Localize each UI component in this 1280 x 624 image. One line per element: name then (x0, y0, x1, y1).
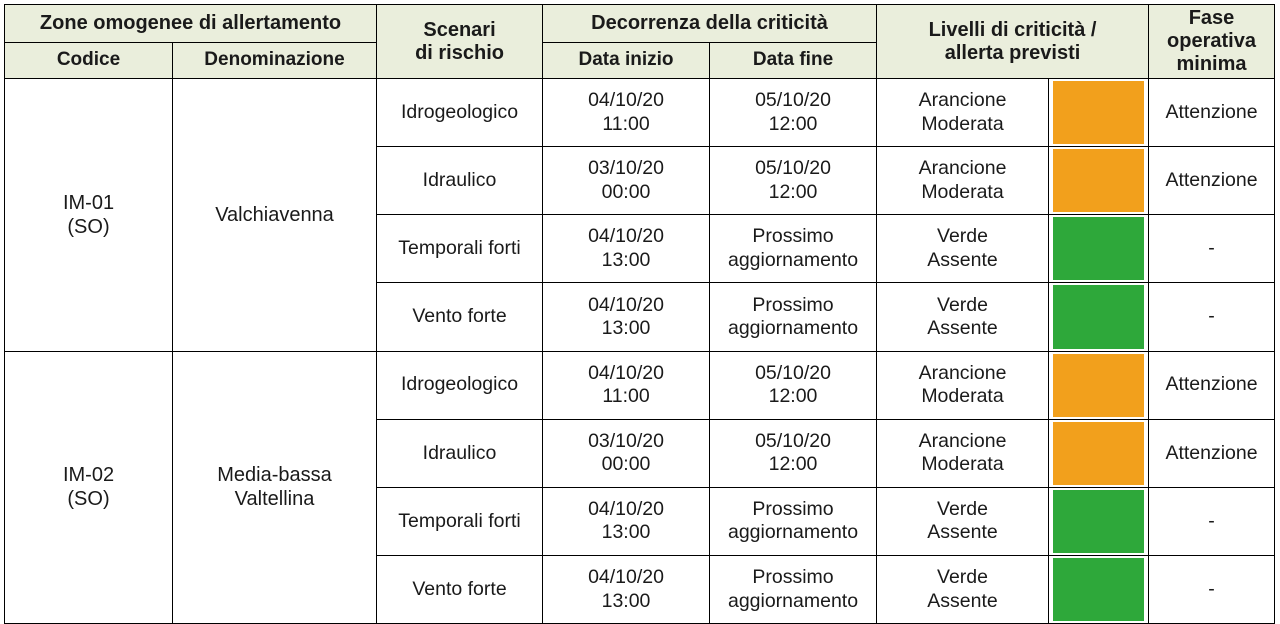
scenario-cell: Vento forte (377, 555, 543, 623)
livello-line2: Assente (927, 589, 998, 612)
header-livelli-line1: Livelli di criticità / (928, 18, 1097, 41)
data-fine-cell (710, 351, 877, 419)
header-scenari-line1: Scenari (423, 18, 496, 41)
fase-cell: - (1149, 283, 1275, 351)
data-fine-date: Prossimo (752, 225, 834, 248)
data-inizio-date: 04/10/20 (588, 293, 664, 316)
data-inizio-time: 00:00 (601, 180, 651, 203)
header-fase-line2: operativa (1167, 30, 1256, 52)
header-fase-line1: Fase (1188, 7, 1235, 29)
color-swatch (1053, 149, 1144, 212)
livello-line2: Moderata (921, 453, 1004, 476)
zone-code-cell (5, 79, 173, 352)
data-inizio-time: 13:00 (601, 316, 651, 339)
data-inizio-date: 04/10/20 (588, 89, 664, 112)
fase-cell: Attenzione (1149, 79, 1275, 147)
livello-line2: Assente (927, 521, 998, 544)
data-inizio-cell (543, 351, 710, 419)
data-inizio-date: 03/10/20 (588, 157, 664, 180)
zone-name-cell (173, 351, 377, 624)
data-fine-date: 05/10/20 (755, 429, 831, 452)
data-inizio-time: 13:00 (601, 521, 651, 544)
livello-color-cell (1049, 283, 1149, 351)
data-fine-date: Prossimo (752, 498, 834, 521)
color-swatch (1053, 354, 1144, 417)
scenario-cell: Idraulico (377, 147, 543, 215)
livello-line1: Verde (937, 225, 988, 248)
data-inizio-cell (543, 487, 710, 555)
livello-color-cell (1049, 419, 1149, 487)
fase-cell: Attenzione (1149, 419, 1275, 487)
data-fine-date: Prossimo (752, 293, 834, 316)
livello-color-cell (1049, 147, 1149, 215)
scenario-cell: Vento forte (377, 283, 543, 351)
zone-code-line1: IM-02 (62, 464, 115, 487)
data-inizio-cell (543, 419, 710, 487)
header-row-groups (5, 5, 1275, 43)
data-inizio-cell (543, 147, 710, 215)
data-fine-cell (710, 79, 877, 147)
data-fine-time: 12:00 (768, 112, 818, 135)
livello-line1: Verde (937, 498, 988, 521)
livello-color-cell (1049, 487, 1149, 555)
livello-cell (877, 147, 1049, 215)
livello-cell (877, 487, 1049, 555)
data-fine-time: aggiornamento (727, 316, 859, 339)
data-fine-cell (710, 147, 877, 215)
header-zone-group: Zone omogenee di allertamento (5, 5, 377, 43)
livello-line1: Verde (937, 566, 988, 589)
data-fine-time: 12:00 (768, 385, 818, 408)
header-decorrenza-group: Decorrenza della criticità (543, 5, 877, 43)
data-inizio-cell (543, 283, 710, 351)
data-inizio-time: 00:00 (601, 453, 651, 476)
header-scenari-line2: di rischio (415, 41, 504, 64)
livello-line1: Verde (937, 293, 988, 316)
livello-color-cell (1049, 79, 1149, 147)
zone-code-line1: IM-01 (62, 191, 115, 214)
data-inizio-cell (543, 555, 710, 623)
data-fine-cell (710, 555, 877, 623)
zone-code-line2: (SO) (67, 215, 110, 238)
livello-line1: Arancione (918, 361, 1007, 384)
fase-cell: - (1149, 215, 1275, 283)
data-inizio-date: 04/10/20 (588, 566, 664, 589)
data-inizio-time: 11:00 (602, 385, 650, 408)
livello-cell (877, 79, 1049, 147)
data-inizio-date: 04/10/20 (588, 225, 664, 248)
header-denominazione: Denominazione (173, 42, 377, 78)
livello-cell (877, 283, 1049, 351)
color-swatch (1053, 285, 1144, 348)
zone-code-cell (5, 351, 173, 624)
data-fine-time: aggiornamento (727, 521, 859, 544)
data-fine-date: 05/10/20 (755, 89, 831, 112)
livello-line2: Assente (927, 248, 998, 271)
zone-name-line1: Media-bassa (217, 464, 332, 487)
table-row (5, 79, 1275, 147)
header-livelli-line2: allerta previsti (944, 41, 1081, 64)
header-codice: Codice (5, 42, 173, 78)
header-scenari (377, 5, 543, 79)
header-fase (1149, 5, 1275, 79)
zone-name-cell (173, 79, 377, 352)
scenario-cell: Idraulico (377, 419, 543, 487)
data-fine-time: aggiornamento (727, 589, 859, 612)
table-body (5, 79, 1275, 624)
scenario-cell: Idrogeologico (377, 351, 543, 419)
zone-name-line2: Valtellina (234, 488, 315, 511)
color-swatch (1053, 490, 1144, 553)
zone-code-line2: (SO) (67, 488, 110, 511)
data-inizio-cell (543, 79, 710, 147)
data-fine-date: Prossimo (752, 566, 834, 589)
data-fine-date: 05/10/20 (755, 361, 831, 384)
livello-line2: Moderata (921, 180, 1004, 203)
livello-line1: Arancione (918, 89, 1007, 112)
fase-cell: - (1149, 555, 1275, 623)
livello-color-cell (1049, 215, 1149, 283)
table-header (5, 5, 1275, 79)
color-swatch (1053, 81, 1144, 144)
data-fine-time: 12:00 (768, 180, 818, 203)
livello-line2: Moderata (921, 385, 1004, 408)
data-fine-time: 12:00 (768, 453, 818, 476)
fase-cell: Attenzione (1149, 351, 1275, 419)
header-data-inizio: Data inizio (543, 42, 710, 78)
data-inizio-date: 04/10/20 (588, 498, 664, 521)
data-fine-cell (710, 487, 877, 555)
livello-line2: Assente (927, 316, 998, 339)
data-inizio-date: 04/10/20 (588, 361, 664, 384)
color-swatch (1053, 422, 1144, 485)
scenario-cell: Temporali forti (377, 215, 543, 283)
data-inizio-cell (543, 215, 710, 283)
zone-name-line1: Valchiavenna (215, 203, 334, 226)
livello-cell (877, 351, 1049, 419)
scenario-cell: Temporali forti (377, 487, 543, 555)
color-swatch (1053, 217, 1144, 280)
header-data-fine: Data fine (710, 42, 877, 78)
data-fine-time: aggiornamento (727, 248, 859, 271)
livello-color-cell (1049, 555, 1149, 623)
fase-cell: - (1149, 487, 1275, 555)
livello-cell (877, 419, 1049, 487)
allerta-table (4, 4, 1275, 624)
data-fine-cell (710, 419, 877, 487)
data-inizio-time: 11:00 (602, 112, 650, 135)
livello-line2: Moderata (921, 112, 1004, 135)
header-livelli (877, 5, 1149, 79)
livello-cell (877, 215, 1049, 283)
livello-cell (877, 555, 1049, 623)
livello-line1: Arancione (918, 157, 1007, 180)
data-inizio-time: 13:00 (601, 248, 651, 271)
fase-cell: Attenzione (1149, 147, 1275, 215)
header-fase-line3: minima (1176, 53, 1247, 75)
color-swatch (1053, 558, 1144, 621)
data-fine-cell (710, 215, 877, 283)
data-fine-cell (710, 283, 877, 351)
table-row (5, 351, 1275, 419)
data-inizio-time: 13:00 (601, 589, 651, 612)
data-inizio-date: 03/10/20 (588, 429, 664, 452)
data-fine-date: 05/10/20 (755, 157, 831, 180)
scenario-cell: Idrogeologico (377, 79, 543, 147)
livello-line1: Arancione (918, 429, 1007, 452)
livello-color-cell (1049, 351, 1149, 419)
